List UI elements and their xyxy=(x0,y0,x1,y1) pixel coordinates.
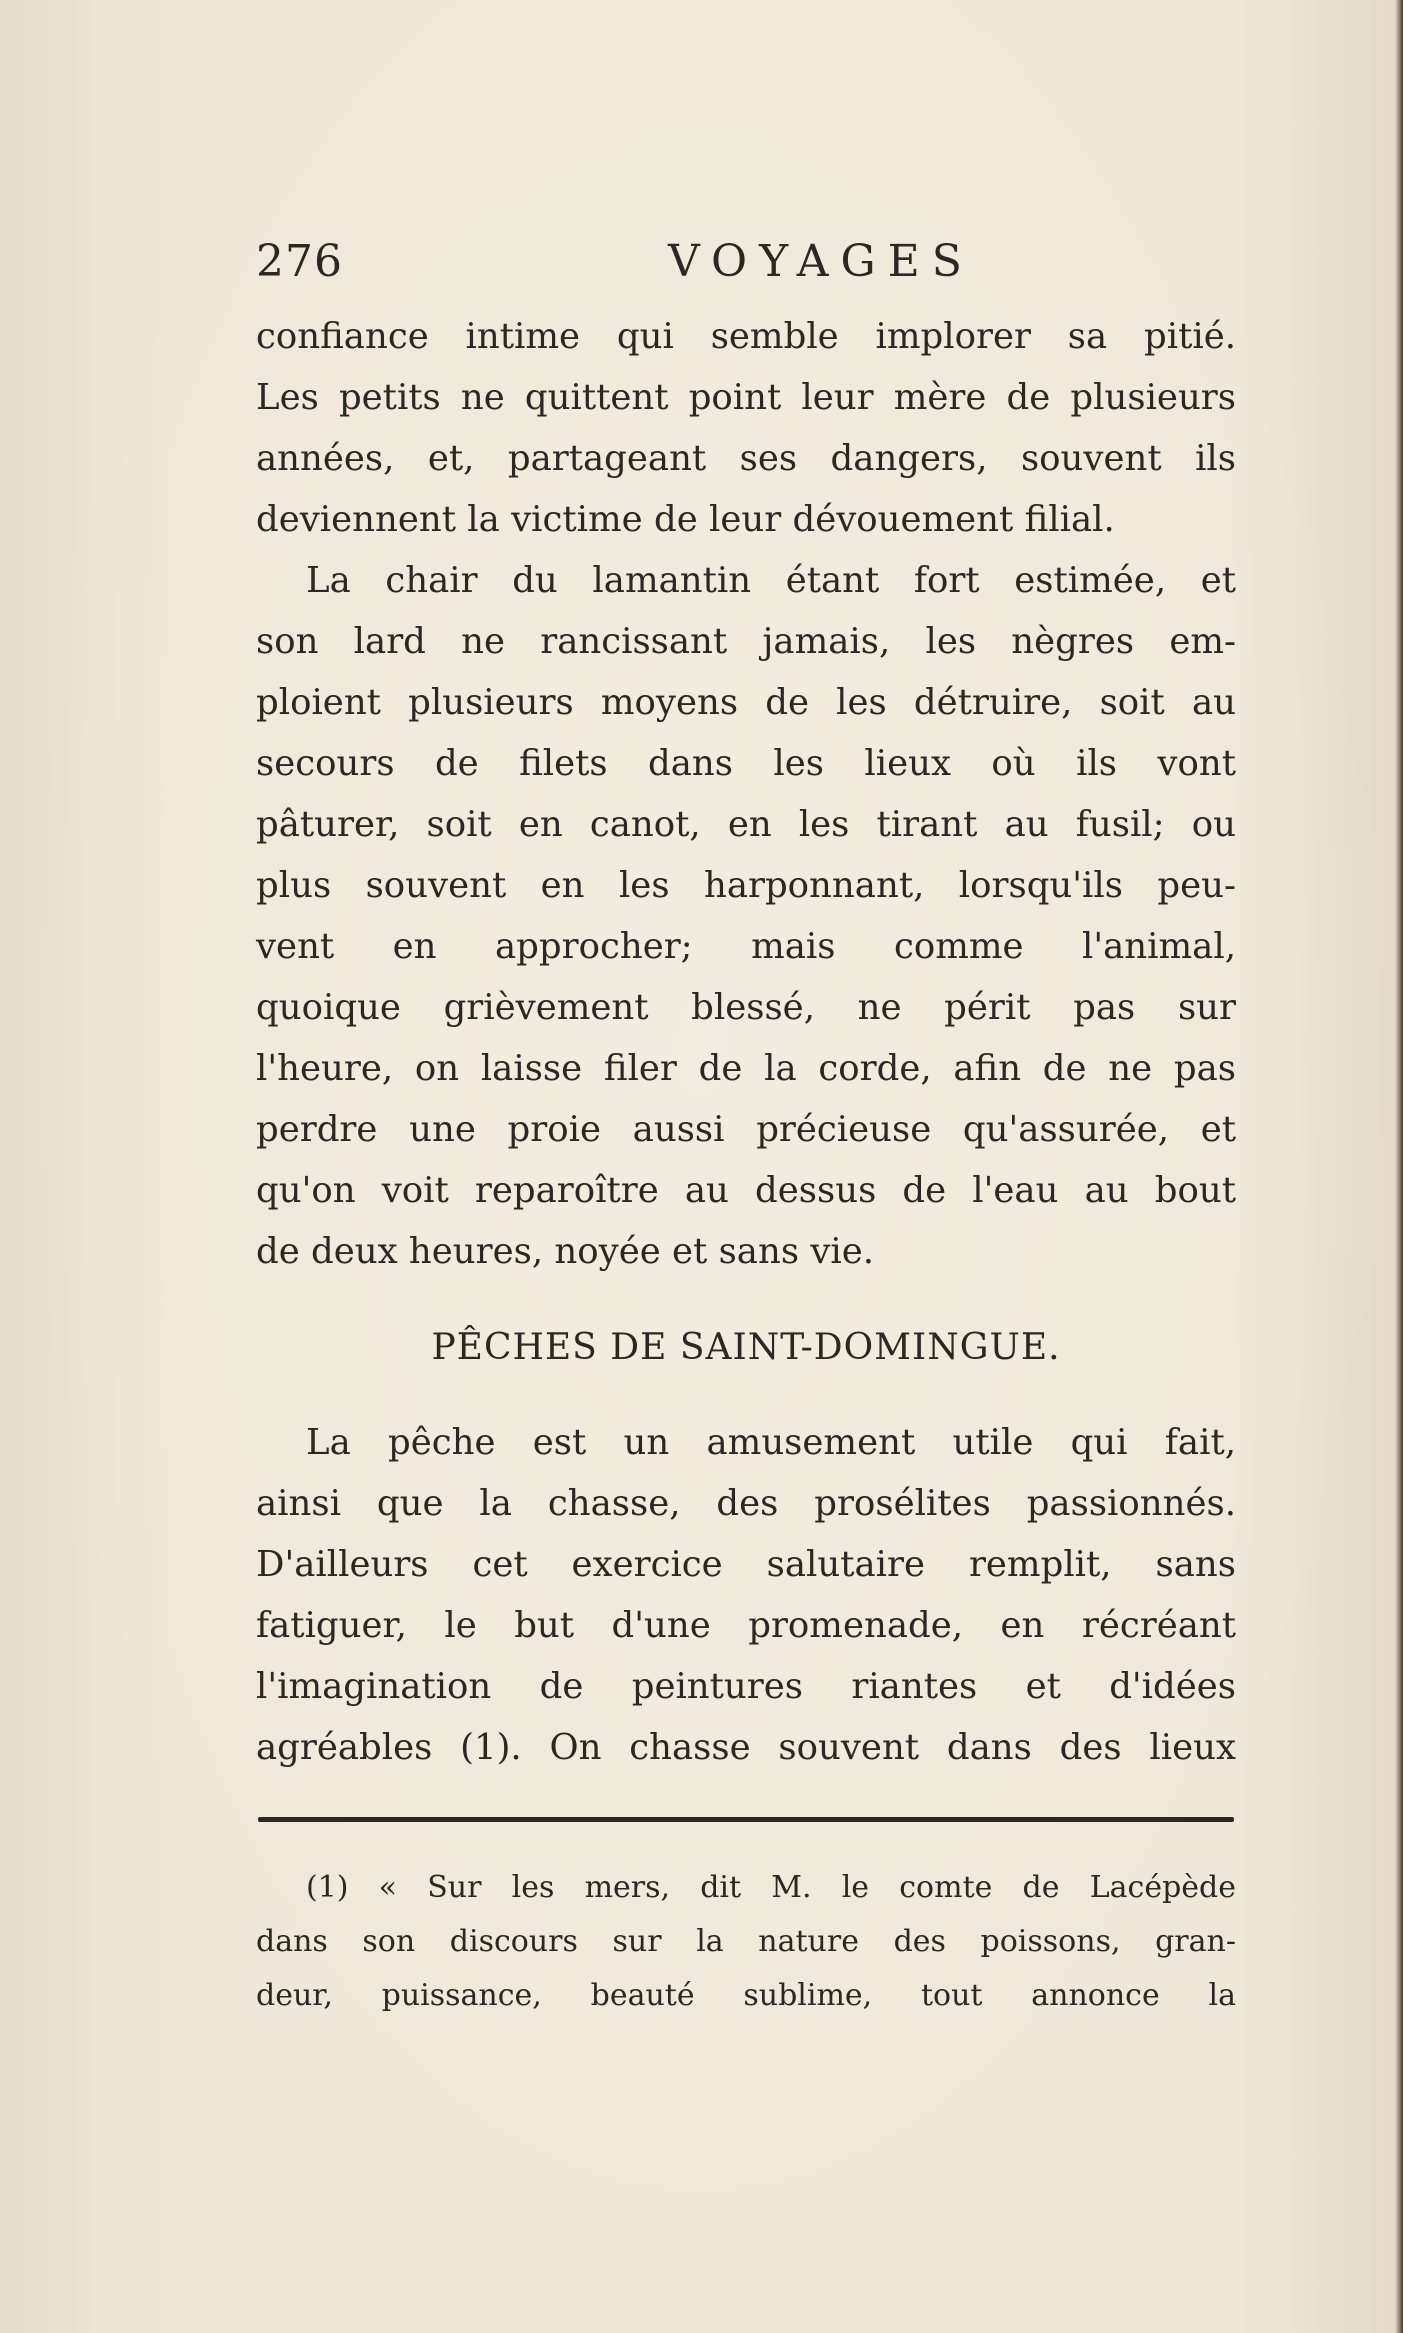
footnote-line: dans son discours sur la nature des poissons, gran- xyxy=(256,1924,1236,1959)
running-title: VOYAGES xyxy=(668,236,974,287)
footnote-line: deur, puissance, beauté sublime, tout annonce la xyxy=(256,1978,1236,2013)
text-line: confiance intime qui semble implorer sa pitié. xyxy=(256,316,1236,357)
text-line: vent en approcher; mais comme l'animal, xyxy=(256,926,1236,967)
footnote-rule xyxy=(258,1817,1234,1822)
page-number: 276 xyxy=(256,236,343,287)
text-line: quoique grièvement blessé, ne périt pas sur xyxy=(256,987,1236,1028)
text-line: fatiguer, le but d'une promenade, en récréant xyxy=(256,1605,1236,1646)
text-line: La pêche est un amusement utile qui fait, xyxy=(306,1422,1236,1463)
text-line: perdre une proie aussi précieuse qu'assurée, et xyxy=(256,1109,1236,1150)
text-line: deviennent la victime de leur dévouement filial. xyxy=(256,499,1115,540)
text-line: l'imagination de peintures riantes et d'idées xyxy=(256,1666,1236,1707)
text-line: ainsi que la chasse, des prosélites passionnés. xyxy=(256,1483,1236,1524)
text-line: agréables (1). On chasse souvent dans des lieux xyxy=(256,1727,1236,1768)
page-header xyxy=(256,232,1236,292)
section-title: PÊCHES DE SAINT-DOMINGUE. xyxy=(431,1327,1061,1368)
text-line: secours de filets dans les lieux où ils vont xyxy=(256,743,1236,784)
text-line: Les petits ne quittent point leur mère de plusieurs xyxy=(256,377,1236,418)
text-line: années, et, partageant ses dangers, souvent ils xyxy=(256,438,1236,479)
text-line: qu'on voit reparoître au dessus de l'eau au bout xyxy=(256,1170,1236,1211)
text-line: La chair du lamantin étant fort estimée, et xyxy=(306,560,1236,601)
text-line: de deux heures, noyée et sans vie. xyxy=(256,1231,875,1272)
text-line: D'ailleurs cet exercice salutaire remplit, sans xyxy=(256,1544,1236,1585)
text-line: plus souvent en les harponnant, lorsqu'ils peu- xyxy=(256,865,1236,906)
text-line: l'heure, on laisse filer de la corde, afin de ne pas xyxy=(256,1048,1236,1089)
text-line: ploient plusieurs moyens de les détruire, soit au xyxy=(256,682,1236,723)
text-line: pâturer, soit en canot, en les tirant au fusil; ou xyxy=(256,804,1236,845)
text-line: son lard ne rancissant jamais, les nègres em- xyxy=(256,621,1236,662)
footnote-line: (1) « Sur les mers, dit M. le comte de Lacépède xyxy=(306,1870,1236,1905)
page-edge-shadow xyxy=(1395,0,1403,2333)
